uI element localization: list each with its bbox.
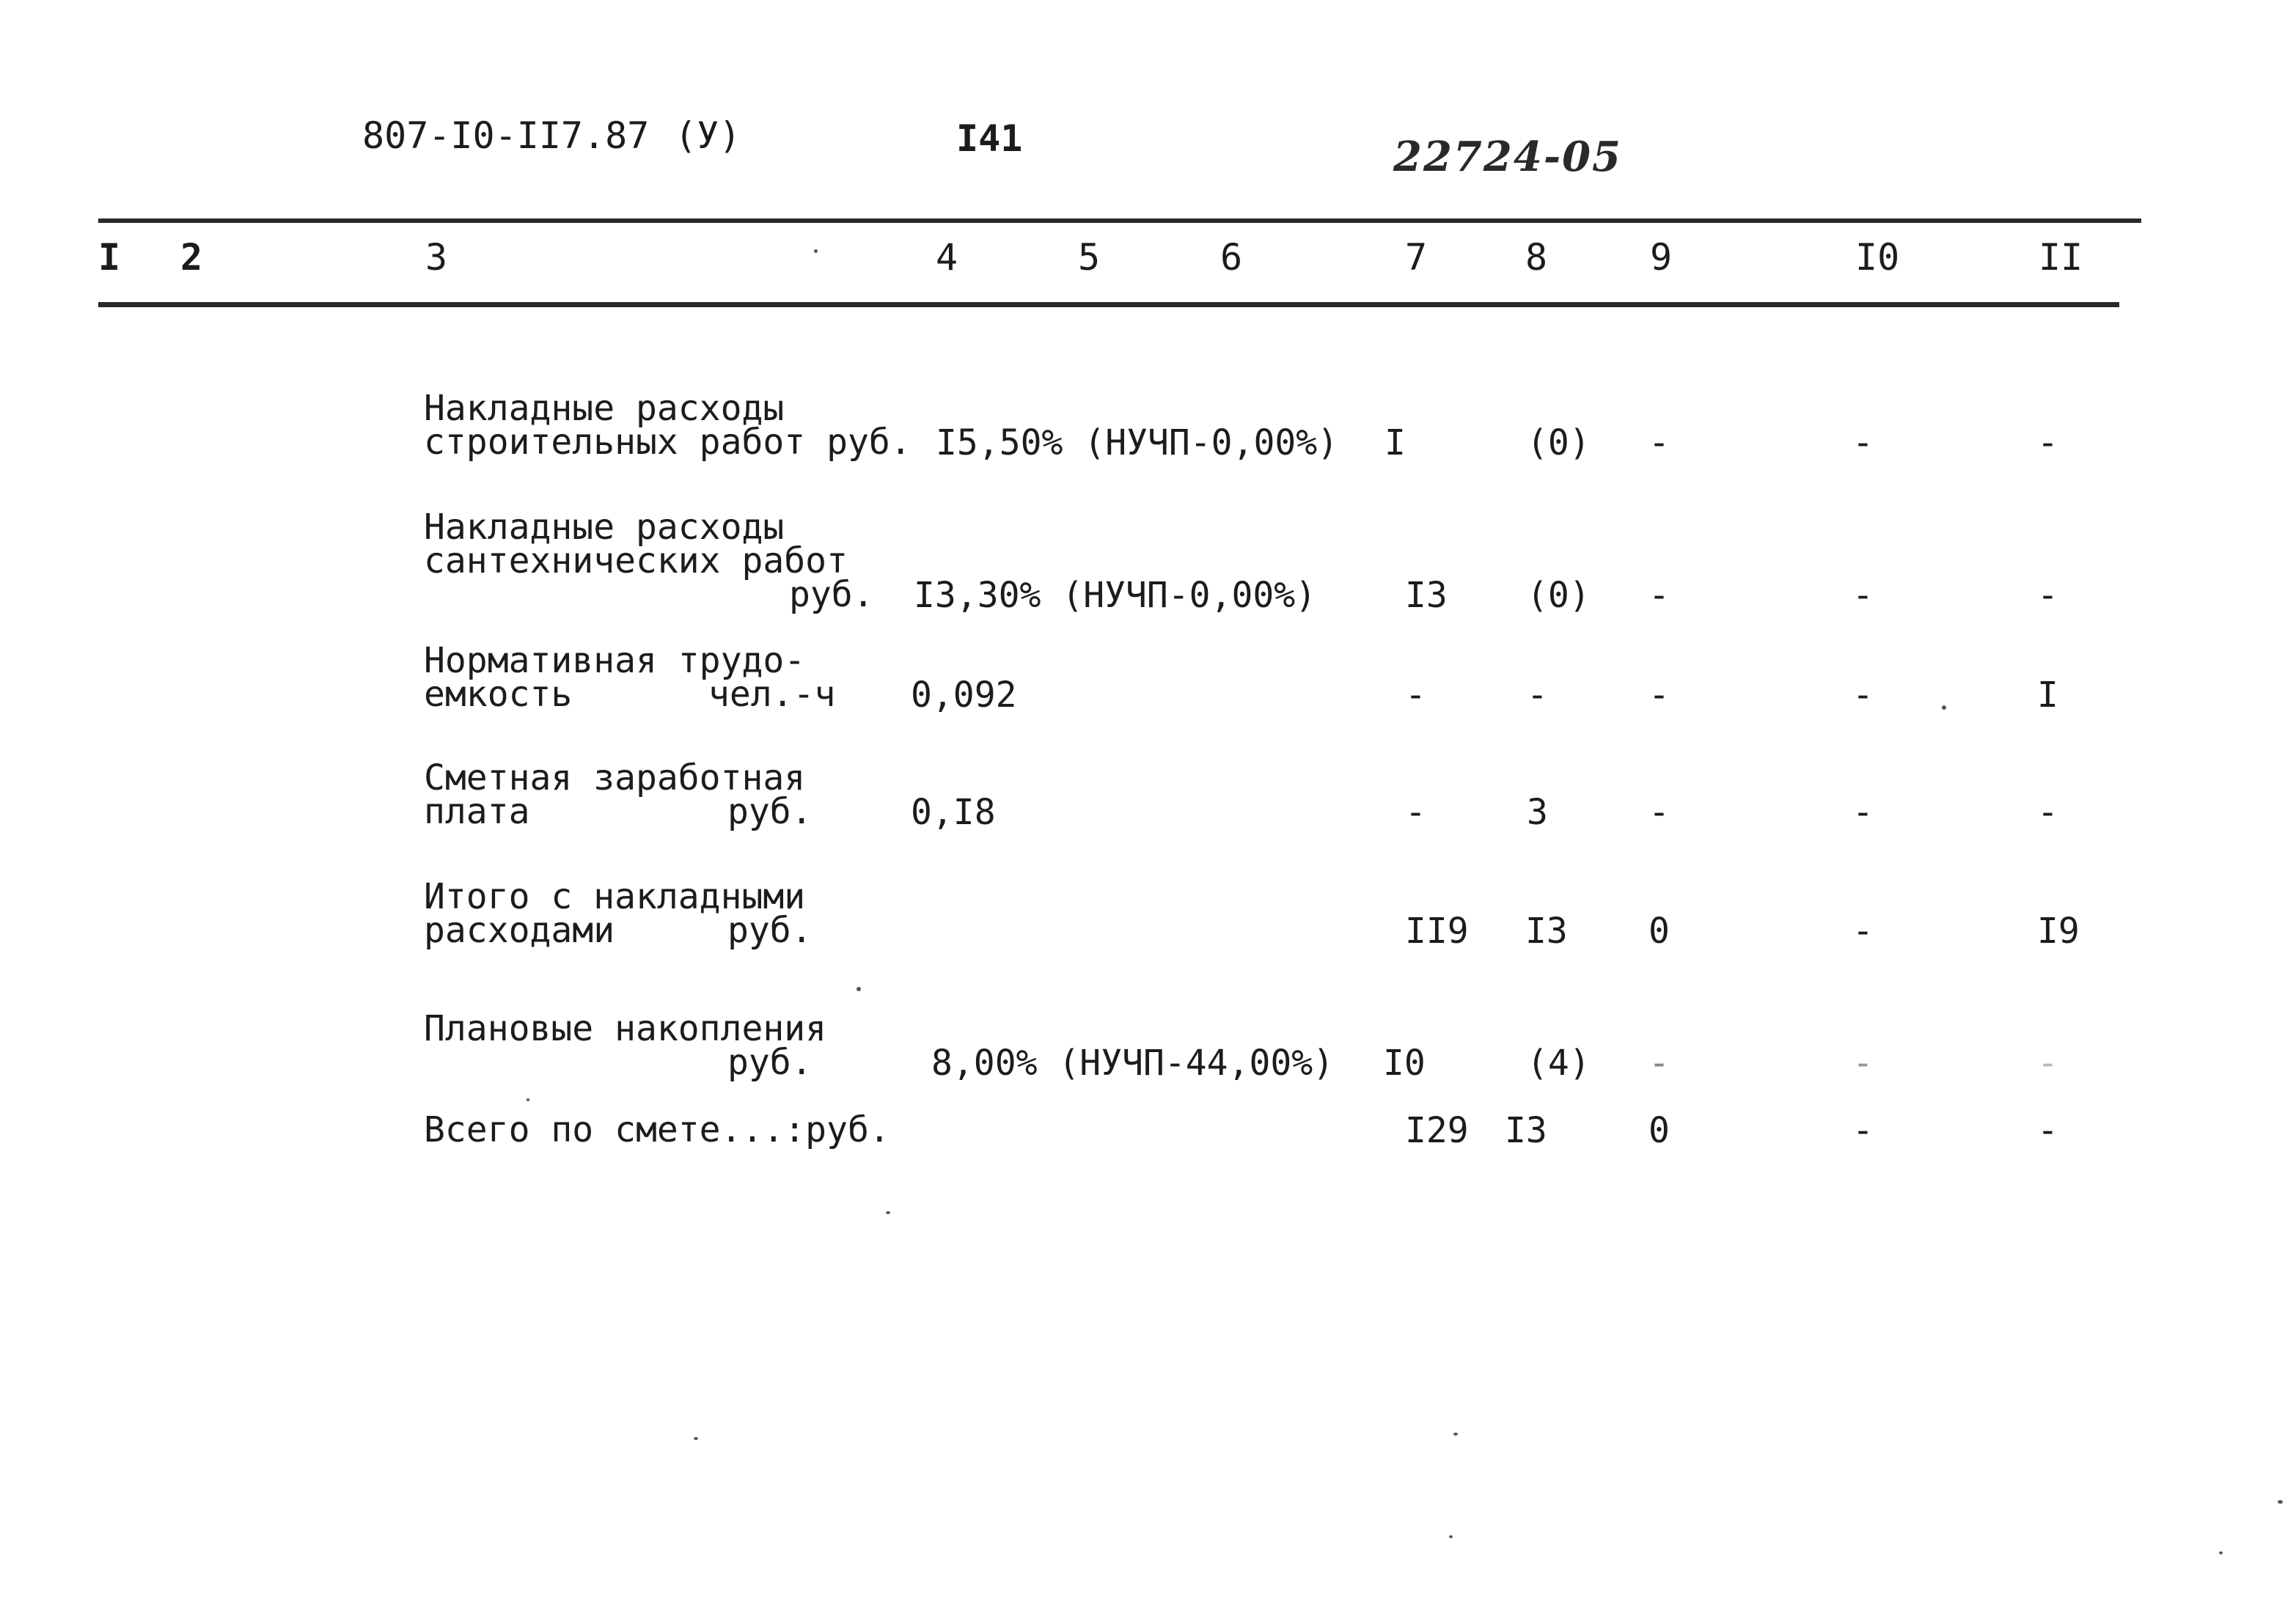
page-number: I41 bbox=[956, 117, 1023, 160]
cell-col10: - bbox=[1852, 1110, 1874, 1151]
table-header-bottom-rule bbox=[98, 302, 2119, 307]
column-number: 3 bbox=[425, 236, 448, 279]
row-rate: 8,00% (НУЧП-44,00%) bbox=[931, 1043, 1335, 1084]
column-number: 2 bbox=[180, 236, 203, 279]
scan-speck bbox=[886, 1211, 890, 1214]
cell-col9: - bbox=[1648, 1043, 1670, 1084]
row-description: Сметная заработная bbox=[424, 757, 806, 798]
row-description: сантехнических работ bbox=[424, 540, 848, 581]
column-number: I0 bbox=[1855, 236, 1900, 279]
cell-col11: I bbox=[2037, 675, 2058, 716]
row-description: Итого с накладными bbox=[424, 876, 806, 917]
cell-col11: - bbox=[2037, 422, 2058, 463]
row-unit: руб. bbox=[727, 1042, 813, 1083]
row-rate: I5,50% (НУЧП-0,00%) bbox=[936, 422, 1339, 463]
row-description: Накладные расходы bbox=[424, 507, 785, 548]
row-unit: чел.-ч bbox=[708, 674, 836, 715]
column-number: II bbox=[2039, 236, 2083, 279]
cell-col10: - bbox=[1852, 422, 1874, 463]
cell-col11: I9 bbox=[2037, 911, 2080, 952]
cell-col10: - bbox=[1852, 675, 1874, 716]
cell-col9: 0 bbox=[1648, 911, 1670, 952]
row-description: расходами bbox=[424, 910, 615, 951]
row-rate: 0,I8 bbox=[911, 792, 996, 833]
scan-speck bbox=[694, 1437, 698, 1440]
cell-col7: I bbox=[1384, 422, 1406, 463]
column-number: 5 bbox=[1078, 236, 1101, 279]
cell-col7: II9 bbox=[1405, 911, 1469, 952]
row-description: Плановые накопления bbox=[424, 1008, 827, 1049]
cell-col9: - bbox=[1648, 422, 1670, 463]
cell-col7: I29 bbox=[1405, 1110, 1469, 1151]
cell-col10: - bbox=[1852, 575, 1874, 616]
column-number: 6 bbox=[1220, 236, 1243, 279]
column-number: 9 bbox=[1650, 236, 1673, 279]
scan-speck bbox=[1942, 705, 1946, 710]
cell-col9: - bbox=[1648, 792, 1670, 833]
column-number: 7 bbox=[1405, 236, 1428, 279]
document-code-suffix: (У) bbox=[675, 114, 741, 157]
scan-speck bbox=[814, 249, 818, 253]
cell-col8: (0) bbox=[1527, 575, 1591, 616]
row-description: Накладные расходы bbox=[424, 388, 785, 429]
row-rate: 0,092 bbox=[911, 675, 1017, 716]
cell-col7: - bbox=[1405, 792, 1426, 833]
row-unit: руб. bbox=[727, 910, 813, 951]
cell-col9: - bbox=[1648, 675, 1670, 716]
cell-col8: (4) bbox=[1527, 1043, 1591, 1084]
cell-col8: I3 bbox=[1525, 911, 1568, 952]
cell-col7: - bbox=[1405, 675, 1426, 716]
cell-col11: - bbox=[2037, 792, 2058, 833]
cell-col8: - bbox=[1527, 675, 1548, 716]
cell-col11: - bbox=[2037, 575, 2058, 616]
cell-col8: (0) bbox=[1527, 422, 1591, 463]
column-number: 4 bbox=[936, 236, 958, 279]
document-code: 807-I0-II7.87 bbox=[362, 114, 650, 157]
column-number: I bbox=[98, 236, 121, 279]
column-number: 8 bbox=[1525, 236, 1548, 279]
row-rate: I3,30% (НУЧП-0,00%) bbox=[914, 575, 1317, 616]
row-description: Всего по смете...:руб. bbox=[424, 1109, 890, 1150]
cell-col7: I0 bbox=[1383, 1043, 1426, 1084]
cell-col10: - bbox=[1852, 1043, 1874, 1084]
scan-speck bbox=[1449, 1535, 1453, 1538]
cell-col10: - bbox=[1852, 911, 1874, 952]
row-description: плата bbox=[424, 791, 530, 832]
scan-speck bbox=[2219, 1551, 2223, 1554]
cell-col10: - bbox=[1852, 792, 1874, 833]
cell-col8: 3 bbox=[1527, 792, 1548, 833]
cell-col11: - bbox=[2037, 1110, 2058, 1151]
scan-speck bbox=[857, 987, 861, 991]
cell-col9: 0 bbox=[1648, 1110, 1670, 1151]
row-description: емкость bbox=[424, 674, 573, 715]
scan-speck bbox=[1453, 1433, 1458, 1436]
scan-speck bbox=[2278, 1500, 2283, 1504]
scan-speck bbox=[527, 1098, 529, 1101]
registration-number: 22724-05 bbox=[1393, 133, 1622, 181]
cell-col7: I3 bbox=[1405, 575, 1448, 616]
table-top-rule bbox=[98, 218, 2141, 223]
row-description: Нормативная трудо- bbox=[424, 640, 806, 681]
cell-col8: I3 bbox=[1505, 1110, 1547, 1151]
row-unit: руб. bbox=[789, 574, 874, 615]
cell-col9: - bbox=[1648, 575, 1670, 616]
row-description: строительных работ руб. bbox=[424, 422, 912, 463]
cell-col11: - bbox=[2037, 1043, 2058, 1084]
row-unit: руб. bbox=[727, 791, 813, 832]
